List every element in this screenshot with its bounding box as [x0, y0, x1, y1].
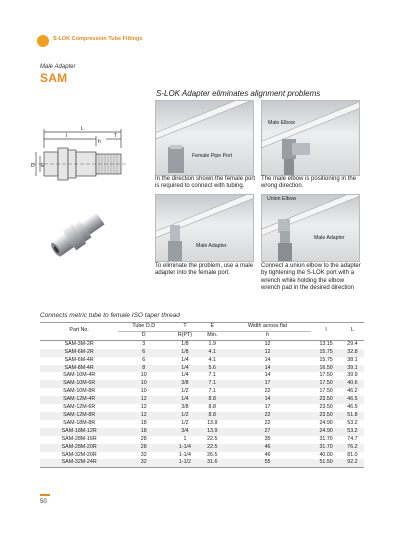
table-cell: 14	[264, 356, 271, 363]
table-cell: 14	[264, 372, 271, 379]
table-row	[40, 340, 364, 348]
table-cell: 1/8	[169, 349, 201, 357]
table-cell: 10	[140, 388, 147, 395]
table-cell: 74.7	[347, 435, 358, 442]
table-cell: 3/8	[181, 404, 189, 411]
table-cell: 14	[224, 396, 312, 404]
table-cell: 92.2	[341, 459, 364, 467]
table-cell: 8.8	[208, 404, 216, 411]
table-cell: 12	[118, 412, 169, 420]
table-cell: SAM-18M-12R	[40, 428, 118, 436]
table-row	[40, 459, 364, 467]
subcol-min: Min.	[201, 331, 224, 340]
table-cell: 10	[118, 380, 169, 388]
table-cell: 23.50	[311, 396, 341, 404]
table-cell: 32	[140, 451, 147, 458]
table-cell: SAM-6M-2R	[40, 349, 118, 357]
table-cell: 18	[140, 419, 147, 426]
table-cell: 6	[142, 356, 146, 363]
table-cell: 12	[140, 404, 147, 411]
table-cell: 7.1	[201, 380, 224, 388]
table-cell: 4.1	[208, 356, 216, 363]
table-cell: 23.50	[311, 412, 341, 420]
callout-male-adapter-2: Male Adapter	[314, 235, 345, 241]
photo-union-elbow	[261, 194, 360, 262]
table-cell: 22	[264, 388, 271, 395]
table-cell: SAM-10M-4R	[63, 372, 96, 379]
table-cell: 39.1	[341, 365, 364, 373]
table-cell: 32.8	[341, 349, 364, 357]
section-header: S-LOK Compression Tube Fittings	[53, 36, 143, 42]
dim-E-label: E	[41, 163, 45, 169]
table-cell: 53.2	[341, 428, 364, 436]
table-cell: 24.90	[311, 428, 341, 436]
table-row	[40, 357, 364, 365]
caption-union-elbow: Connect a union elbow to the adapter by tightening the S-LOK port with a wrench while holding the elbow wrench pad in the desired direction	[261, 263, 361, 292]
product-title: SAM	[40, 71, 68, 85]
subcol-h: h	[224, 331, 312, 340]
table-cell: 8.8	[201, 412, 224, 420]
table-cell: 1/4	[169, 365, 201, 373]
table-cell: 1-1/4	[169, 444, 201, 452]
table-row	[40, 412, 364, 420]
table-cell: 32	[118, 459, 169, 467]
table-cell: 8	[118, 365, 169, 373]
table-cell: 22	[224, 412, 312, 420]
table-row	[40, 452, 364, 460]
table-cell: 6	[118, 349, 169, 357]
photo-female-port	[155, 100, 254, 176]
table-cell: 1-1/4	[178, 451, 191, 458]
table-cell: SAM-12M-4R	[40, 396, 118, 404]
dim-l-label: l	[66, 133, 68, 139]
table-row	[40, 365, 364, 373]
table-cell: 7.1	[208, 372, 216, 379]
table-cell: SAM-32M-24R	[40, 459, 118, 467]
table-row	[40, 428, 364, 436]
caption-male-adapter: To eliminate the problem, use a male adapter into the female port.	[155, 263, 254, 277]
table-cell: 8.8	[201, 396, 224, 404]
table-row	[40, 372, 364, 380]
table-cell: 38.1	[347, 356, 358, 363]
table-cell: 76.2	[341, 444, 364, 452]
callout-male-adapter: Male Adapter	[196, 243, 227, 249]
table-section-title: Connects metric tube to female ISO taper thread	[40, 312, 180, 319]
table-cell: 31.6	[201, 459, 224, 467]
table-cell: 28	[140, 435, 147, 442]
table-cell: SAM-28M-16R	[61, 435, 97, 442]
table-cell: 23.50	[319, 404, 333, 411]
table-row	[40, 420, 364, 428]
photo-male-elbow	[261, 100, 360, 176]
table-cell: 1/8	[181, 340, 189, 347]
col-part-no: Part No.	[40, 323, 118, 341]
table-cell: 1/2	[181, 419, 189, 426]
photo-male-adapter	[155, 194, 254, 262]
table-cell: 15.75	[319, 356, 333, 363]
table-cell: 1/4	[169, 396, 201, 404]
table-row	[40, 444, 364, 452]
table-cell: 17	[224, 380, 312, 388]
table-cell: 53.2	[347, 419, 358, 426]
callout-male-elbow: Male Elbow	[268, 120, 295, 126]
table-cell: 12	[264, 340, 271, 347]
table-cell: 24.90	[319, 419, 333, 426]
table-cell: 17.50	[311, 380, 341, 388]
table-cell: 1/2	[169, 412, 201, 420]
callout-female-pipe-port: Female Pipe Port	[192, 153, 233, 159]
table-cell: 3/8	[169, 380, 201, 388]
table-cell: 46.5	[347, 404, 358, 411]
table-cell: 29.4	[347, 340, 358, 347]
col-width-across-flat: Width across flat	[224, 323, 312, 332]
table-cell: SAM-10M-8R	[63, 388, 96, 395]
table-row	[40, 349, 364, 357]
table-cell: 18	[118, 428, 169, 436]
table-cell: SAM-32M-20R	[61, 451, 97, 458]
dim-D-label: D	[31, 163, 35, 169]
table-cell: 3/4	[169, 428, 201, 436]
table-cell: 22	[264, 419, 271, 426]
table-cell: 81.0	[347, 451, 358, 458]
table-row	[40, 436, 364, 444]
table-cell: 14	[224, 365, 312, 373]
subcol-R-PT: R(PT)	[169, 331, 201, 340]
table-cell: 1	[183, 435, 187, 442]
table-cell: 46.5	[341, 396, 364, 404]
table-cell: 51.8	[341, 412, 364, 420]
table-cell: 1/4	[181, 372, 189, 379]
table-cell: 17.50	[319, 388, 333, 395]
table-cell: 27	[224, 428, 312, 436]
table-cell: SAM-3M-2R	[64, 340, 94, 347]
table-row	[40, 404, 364, 412]
caption-male-elbow: The male elbow is positioning in the wrong direction.	[261, 176, 357, 190]
table-cell: 35	[264, 435, 271, 442]
product-subtitle: Male Adapter	[40, 64, 76, 70]
table-cell: 1/4	[181, 356, 189, 363]
table-cell: 13.9	[207, 419, 218, 426]
table-cell: SAM-10M-6R	[40, 380, 118, 388]
table-cell: 46	[264, 451, 271, 458]
table-cell: 1/2	[181, 388, 189, 395]
table-cell: 39.9	[347, 372, 358, 379]
dim-L-label: L	[81, 126, 84, 132]
col-L: L	[341, 323, 364, 341]
table-cell: 3	[142, 340, 146, 347]
col-l: l	[311, 323, 341, 341]
spec-table	[40, 322, 364, 468]
col-T: T	[169, 323, 201, 332]
table-row	[40, 388, 364, 396]
table-cell: 13.9	[201, 428, 224, 436]
callout-union-elbow: Union Elbow	[267, 196, 297, 202]
table-cell: SAM-28M-20R	[40, 444, 118, 452]
page-number-rule	[40, 494, 50, 496]
col-E: E	[201, 323, 224, 332]
table-cell: 4.1	[201, 349, 224, 357]
table-cell: 55	[224, 459, 312, 467]
table-cell: 40.6	[341, 380, 364, 388]
page-number: 50	[40, 499, 47, 505]
table-cell: SAM-18M-8R	[63, 419, 96, 426]
table-cell: 13.15	[319, 340, 333, 347]
figure-heading: S-LOK Adapter eliminates alignment problems	[156, 89, 321, 98]
table-cell: SAM-6M-4R	[64, 356, 94, 363]
table-cell: 17.50	[319, 372, 333, 379]
table-cell: 10	[140, 372, 147, 379]
caption-female-port: In the direction shown the female port is required to connect with tubing.	[155, 176, 256, 190]
table-cell: 51.50	[311, 459, 341, 467]
table-cell: 1-1/2	[169, 459, 201, 467]
table-cell: 46	[224, 444, 312, 452]
table-cell: 22.5	[201, 444, 224, 452]
table-cell: 15.75	[311, 349, 341, 357]
table-cell: 17	[264, 404, 271, 411]
table-cell: 31.70	[311, 444, 341, 452]
table-cell: 1.9	[208, 340, 216, 347]
table-cell: 26.5	[207, 451, 218, 458]
table-row	[40, 380, 364, 388]
dim-T-label: T	[114, 133, 118, 139]
table-row	[40, 396, 364, 404]
subcol-D: D	[118, 331, 169, 340]
table-cell: 46.2	[347, 388, 358, 395]
product-photo	[44, 200, 114, 270]
col-tube-od: Tube O.D	[118, 323, 169, 332]
table-cell: 5.6	[201, 365, 224, 373]
table-cell: 31.70	[319, 435, 333, 442]
table-cell: SAM-12M-8R	[40, 412, 118, 420]
table-cell: 16.50	[311, 365, 341, 373]
dimension-drawing	[26, 122, 136, 194]
table-cell: 12	[118, 396, 169, 404]
table-cell: 7.1	[208, 388, 216, 395]
table-cell: 28	[118, 444, 169, 452]
section-bullet-icon	[37, 35, 49, 47]
table-cell: SAM-12M-6R	[63, 404, 96, 411]
table-cell: 40.00	[319, 451, 333, 458]
table-cell: 12	[224, 349, 312, 357]
table-cell: 22.5	[207, 435, 218, 442]
dim-h-label: h	[98, 139, 101, 145]
table-cell: SAM-8M-4R	[40, 365, 118, 373]
